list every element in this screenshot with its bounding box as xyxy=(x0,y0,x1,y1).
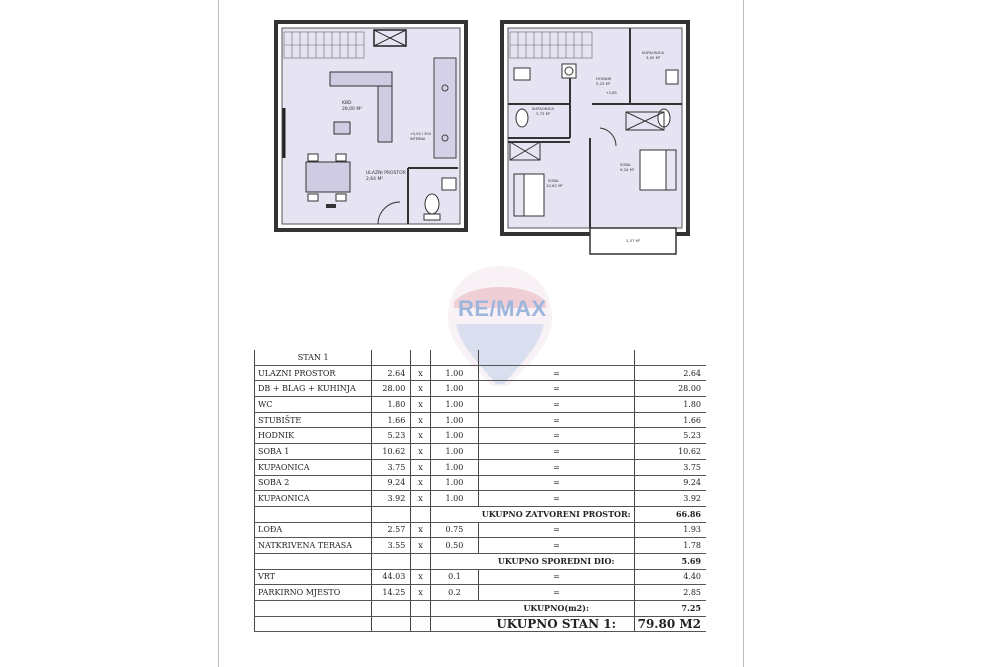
equals-cell: = xyxy=(479,475,634,491)
entry-area: 2,64 M² xyxy=(366,177,384,182)
loggia-area: 2,57 M² xyxy=(626,238,641,243)
coefficient-cell: 0.1 xyxy=(430,569,479,585)
room-name-cell: KUPAONICA xyxy=(255,491,372,507)
soba2-label: SOBA xyxy=(620,162,631,167)
multiply-cell: x xyxy=(411,444,430,460)
table-title-row xyxy=(255,350,707,365)
result-cell: 1.66 xyxy=(634,412,706,428)
grand-total xyxy=(255,616,707,632)
subtotal-enclosed-label: UKUPNO ZATVORENI PROSTOR: xyxy=(479,506,634,522)
subtotal-enclosed xyxy=(255,506,707,522)
area-cell: 3.92 xyxy=(372,491,411,507)
coefficient-cell: 0.75 xyxy=(430,522,479,538)
result-cell: 3.75 xyxy=(634,459,706,475)
equals-cell: = xyxy=(479,397,634,413)
kupaonica2-label: KUPAONICA xyxy=(532,106,554,111)
equals-cell: = xyxy=(479,365,634,381)
result-cell: 3.92 xyxy=(634,491,706,507)
table-row xyxy=(255,538,707,554)
room-name-cell: PARKIRNO MJESTO xyxy=(255,585,372,601)
grand-total-label: UKUPNO STAN 1: xyxy=(479,616,634,632)
result-cell: 1.93 xyxy=(634,522,706,538)
remax-watermark-text: RE/MAX xyxy=(458,296,547,321)
area-cell: 44.03 xyxy=(372,569,411,585)
subtotal-enclosed-value: 66.86 xyxy=(634,506,706,522)
table-row xyxy=(255,365,707,381)
subtotal-auxiliary xyxy=(255,553,707,569)
hodnik-area: 5,23 M² xyxy=(596,81,611,86)
table-row xyxy=(255,569,707,585)
multiply-cell: x xyxy=(411,569,430,585)
area-cell: 1.80 xyxy=(372,397,411,413)
multiply-cell: x xyxy=(411,459,430,475)
equals-cell: = xyxy=(479,522,634,538)
multiply-cell: x xyxy=(411,538,430,554)
coefficient-cell: 1.00 xyxy=(430,428,479,444)
subtotal-auxiliary-label: UKUPNO SPOREDNI DIO: xyxy=(479,553,634,569)
area-cell: 10.62 xyxy=(372,444,411,460)
table-row xyxy=(255,444,707,460)
coefficient-cell: 1.00 xyxy=(430,459,479,475)
hodnik-level: +2,85 xyxy=(606,91,617,95)
equals-cell: = xyxy=(479,585,634,601)
result-cell: 28.00 xyxy=(634,381,706,397)
room-name-cell: WC xyxy=(255,397,372,413)
multiply-cell: x xyxy=(411,365,430,381)
ground-floor-plan xyxy=(276,22,466,230)
subtotal-m2 xyxy=(255,601,707,617)
area-cell: 1.66 xyxy=(372,412,411,428)
multiply-cell: x xyxy=(411,475,430,491)
table-row xyxy=(255,585,707,601)
grand-total-value: 79.80 M2 xyxy=(634,616,706,632)
table-row xyxy=(255,522,707,538)
room-name-cell: NATKRIVENA TERASA xyxy=(255,538,372,554)
subtotal-m2-label: UKUPNO(m2): xyxy=(479,601,634,617)
table-title: STAN 1 xyxy=(255,350,372,365)
coefficient-cell: 1.00 xyxy=(430,412,479,428)
room-name-cell: STUBIŠTE xyxy=(255,412,372,428)
entry-label: ULAZNI PROSTOR xyxy=(366,171,406,176)
result-cell: 1.78 xyxy=(634,538,706,554)
equals-cell: = xyxy=(479,491,634,507)
kbd-label: KBD xyxy=(342,101,352,106)
kupaonica1-area: 3,92 M² xyxy=(646,55,661,60)
area-cell: 3.55 xyxy=(372,538,411,554)
area-cell: 9.24 xyxy=(372,475,411,491)
table-row xyxy=(255,491,707,507)
room-name-cell: HODNIK xyxy=(255,428,372,444)
coefficient-cell: 1.00 xyxy=(430,381,479,397)
area-cell: 14.25 xyxy=(372,585,411,601)
room-name-cell: LOĐA xyxy=(255,522,372,538)
table-row xyxy=(255,475,707,491)
multiply-cell: x xyxy=(411,585,430,601)
room-name-cell: KUPAONICA xyxy=(255,459,372,475)
table-row xyxy=(255,459,707,475)
hodnik-label: HODNIK xyxy=(596,76,612,81)
coefficient-cell: 1.00 xyxy=(430,491,479,507)
area-table xyxy=(254,350,706,632)
floor-plans xyxy=(270,18,690,258)
room-name-cell: VRT xyxy=(255,569,372,585)
multiply-cell: x xyxy=(411,397,430,413)
area-cell: 2.64 xyxy=(372,365,411,381)
result-cell: 9.24 xyxy=(634,475,706,491)
level-note: INTERNA xyxy=(410,137,426,141)
room-name-cell: SOBA 1 xyxy=(255,444,372,460)
table-row xyxy=(255,381,707,397)
multiply-cell: x xyxy=(411,412,430,428)
multiply-cell: x xyxy=(411,522,430,538)
result-cell: 4.40 xyxy=(634,569,706,585)
result-cell: 1.80 xyxy=(634,397,706,413)
coefficient-cell: 1.00 xyxy=(430,365,479,381)
soba1-area: 10,62 M² xyxy=(546,183,563,188)
room-name-cell: SOBA 2 xyxy=(255,475,372,491)
subtotal-m2-value: 7.25 xyxy=(634,601,706,617)
equals-cell: = xyxy=(479,459,634,475)
multiply-cell: x xyxy=(411,428,430,444)
kupaonica1-label: KUPAONICA xyxy=(642,50,664,55)
area-cell: 3.75 xyxy=(372,459,411,475)
table-row xyxy=(255,412,707,428)
equals-cell: = xyxy=(479,428,634,444)
area-cell: 5.23 xyxy=(372,428,411,444)
result-cell: 2.85 xyxy=(634,585,706,601)
result-cell: 2.64 xyxy=(634,365,706,381)
coefficient-cell: 0.50 xyxy=(430,538,479,554)
coefficient-cell: 0.2 xyxy=(430,585,479,601)
kupaonica2-area: 3,75 M² xyxy=(536,111,551,116)
multiply-cell: x xyxy=(411,491,430,507)
coefficient-cell: 1.00 xyxy=(430,397,479,413)
room-name-cell: ULAZNI PROSTOR xyxy=(255,365,372,381)
area-cell: 28.00 xyxy=(372,381,411,397)
equals-cell: = xyxy=(479,569,634,585)
equals-cell: = xyxy=(479,538,634,554)
kbd-area: 28,00 M² xyxy=(342,107,362,112)
equals-cell: = xyxy=(479,381,634,397)
table-row xyxy=(255,397,707,413)
level-label: +0,00 / 300 xyxy=(410,132,431,136)
table-row xyxy=(255,428,707,444)
soba1-label: SOBA xyxy=(548,178,559,183)
result-cell: 10.62 xyxy=(634,444,706,460)
coefficient-cell: 1.00 xyxy=(430,444,479,460)
area-cell: 2.57 xyxy=(372,522,411,538)
room-name-cell: DB + BLAG + KUHINJA xyxy=(255,381,372,397)
soba2-area: 9,24 M² xyxy=(620,167,635,172)
equals-cell: = xyxy=(479,412,634,428)
subtotal-auxiliary-value: 5.69 xyxy=(634,553,706,569)
result-cell: 5.23 xyxy=(634,428,706,444)
equals-cell: = xyxy=(479,444,634,460)
upper-floor-plan xyxy=(502,22,688,254)
multiply-cell: x xyxy=(411,381,430,397)
coefficient-cell: 1.00 xyxy=(430,475,479,491)
